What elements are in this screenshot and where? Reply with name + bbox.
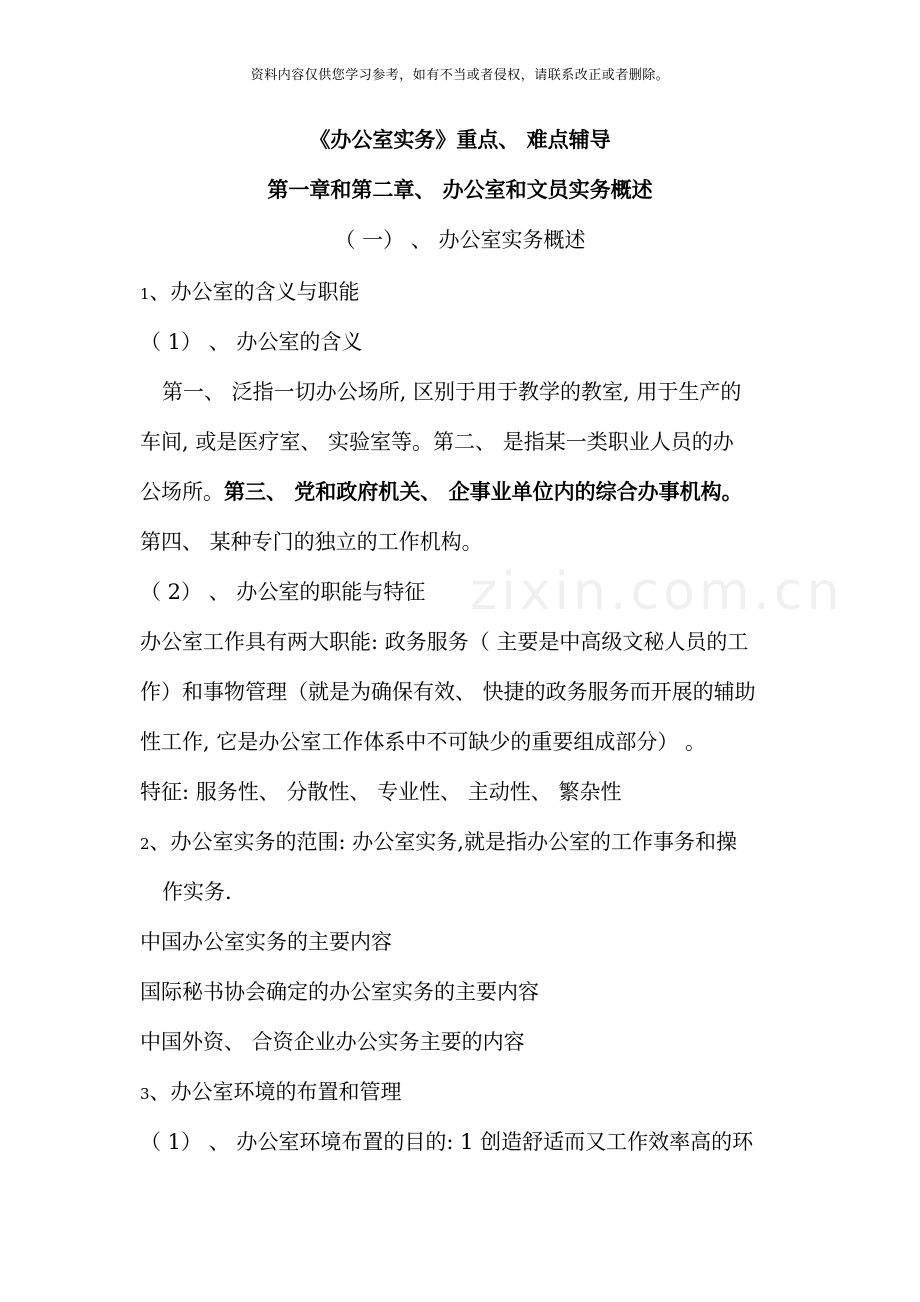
paragraph-1-line-3	[140, 476, 800, 506]
paragraph-text: 公场所。	[140, 480, 224, 504]
item-1-subheading-1: （ 1） 、 办公室的含义	[140, 330, 363, 354]
list-item-b: 国际秘书协会确定的办公室实务的主要内容	[140, 980, 539, 1004]
document-title: 《办公室实务》重点、 难点辅导	[309, 128, 611, 152]
paragraph-2-line-1: 办公室工作具有两大职能: 政务服务（ 主要是中高级文秘人员的工	[140, 630, 749, 654]
chapter-title: 第一章和第二章、 办公室和文员实务概述	[267, 178, 653, 202]
item-number: 3	[140, 1085, 150, 1103]
paragraph-1-line-4: 第四、 某种专门的独立的工作机构。	[140, 530, 483, 554]
paragraph-1-line-2: 车间, 或是医疗室、 实验室等。第二、 是指某一类职业人员的办	[140, 430, 734, 454]
list-item-a: 中国办公室实务的主要内容	[140, 930, 392, 954]
item-1-subheading-2: （ 2） 、 办公室的职能与特征	[140, 580, 426, 604]
item-text: 、办公室环境的布置和管理	[149, 1080, 402, 1104]
paragraph-2-line-3: 性工作, 它是办公室工作体系中不可缺少的重要组成部分） 。	[140, 730, 707, 754]
paragraph-2-line-4: 特征: 服务性、 分散性、 专业性、 主动性、 繁杂性	[140, 780, 622, 804]
item-2-heading	[140, 826, 800, 856]
item-text: 、办公室的含义与职能	[149, 280, 360, 304]
paragraph-2-line-2: 作）和事物管理（就是为确保有效、 快捷的政务服务而开展的辅助	[140, 680, 756, 704]
item-number: 1	[140, 285, 150, 303]
disclaimer-header: 资料内容仅供您学习参考，如有不当或者侵权，请联系改正或者删除。	[250, 68, 670, 83]
list-item-c: 中国外资、 合资企业办公实务主要的内容	[140, 1030, 525, 1054]
item-2-continuation: 作实务.	[162, 880, 232, 904]
item-number: 2	[140, 835, 150, 853]
item-3-heading	[140, 1076, 800, 1106]
item-1-heading	[140, 276, 800, 306]
watermark: zixin.com.cn	[470, 562, 844, 622]
paragraph-1-line-1: 第一、 泛指一切办公场所, 区别于用于教学的教室, 用于生产的	[162, 380, 742, 404]
paragraph-bold-text: 第三、 党和政府机关、 企事业单位内的综合办事机构。	[224, 480, 743, 504]
item-3-subheading-1: （ 1） 、 办公室环境布置的目的: 1 创造舒适而又工作效率高的环	[140, 1130, 754, 1154]
item-text: 、办公室实务的范围: 办公室实务,就是指办公室的工作事务和操	[149, 830, 737, 854]
section-heading: （ 一） 、 办公室实务概述	[334, 228, 586, 252]
